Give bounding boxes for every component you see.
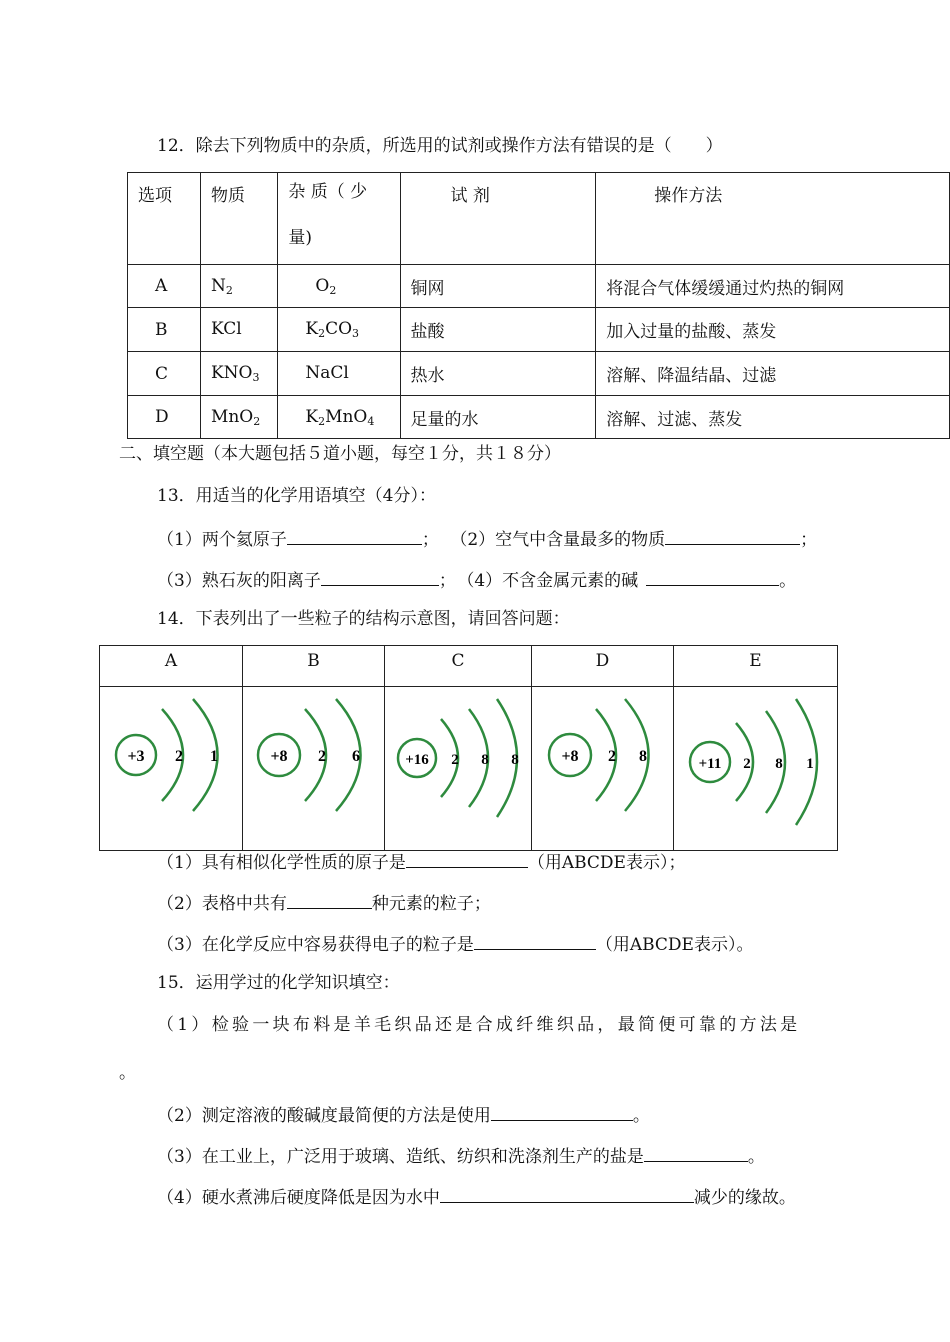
header-option: 选项 xyxy=(128,173,201,265)
answer-blank[interactable] xyxy=(644,1143,748,1162)
q12-stem: 12．除去下列物质中的杂质，所选用的试剂或操作方法有错误的是（ ） xyxy=(157,136,723,156)
row-option: A xyxy=(128,265,201,308)
q13-line2: （3）熟石灰的阳离子 ； （4）不含金属元素的碱 。 xyxy=(157,567,796,592)
nucleus-charge: +8 xyxy=(561,748,579,765)
particle-label: A xyxy=(100,646,243,687)
row-option: B xyxy=(128,308,201,352)
shell-count: 8 xyxy=(775,756,783,772)
atom-diagram xyxy=(532,687,673,845)
answer-blank[interactable] xyxy=(474,931,596,950)
row-substance: $KNO_3$ xyxy=(200,352,277,396)
row-substance: MnO$_2$ xyxy=(200,396,277,439)
q15-part4: （4）硬水煮沸后硬度降低是因为水中 减少的缘故。 xyxy=(157,1184,796,1209)
atom-diagram xyxy=(243,687,384,845)
particle-diagram-a xyxy=(100,687,243,851)
particle-diagram-d xyxy=(532,687,674,851)
row-method: 溶解、过滤、蒸发 xyxy=(596,396,950,439)
shell-count: 1 xyxy=(806,756,814,772)
q13-stem: 13．用适当的化学用语填空（4分）： xyxy=(157,486,436,506)
atom-diagram xyxy=(385,687,531,845)
section-heading: 二、填空题（本大题包括５道小题，每空１分，共１８分） xyxy=(119,444,561,464)
particle-label: D xyxy=(532,646,674,687)
nucleus-charge: +8 xyxy=(270,748,288,765)
answer-blank[interactable] xyxy=(440,1184,694,1203)
q15-part2: （2）测定溶液的酸碱度最简便的方法是使用 。 xyxy=(157,1102,650,1127)
nucleus-charge: +11 xyxy=(698,756,722,772)
row-reagent: 热水 xyxy=(400,352,596,396)
answer-blank[interactable] xyxy=(491,1102,633,1121)
q15-stem: 15．运用学过的化学知识填空： xyxy=(157,973,400,993)
nucleus-charge: +3 xyxy=(127,748,145,765)
shell-count: 6 xyxy=(352,748,360,765)
q15-part1: （1）检验一块布料是羊毛织品还是合成纤维织品，最简便可靠的方法是 xyxy=(157,1015,801,1035)
table-row xyxy=(128,396,950,439)
shell-count: 2 xyxy=(175,748,183,765)
row-method: 将混合气体缓缓通过灼热的铜网 xyxy=(596,265,950,308)
row-impurity: $K_2CO_3$ xyxy=(278,308,400,352)
shell-count: 2 xyxy=(743,756,751,772)
shell-count: 1 xyxy=(210,748,218,765)
q15-part1-cont: 。 xyxy=(119,1063,136,1083)
row-reagent: 铜网 xyxy=(400,265,596,308)
table-row xyxy=(128,265,950,308)
particle-diagram-b xyxy=(243,687,385,851)
q13-line1: （1）两个氦原子 ； （2）空气中含量最多的物质 ； xyxy=(157,526,817,551)
shell-count: 8 xyxy=(639,748,647,765)
header-impurity-line2: 量) xyxy=(288,228,313,248)
row-option: D xyxy=(128,396,201,439)
row-impurity: $O_2$ xyxy=(278,265,400,308)
q14-part2: （2）表格中共有 种元素的粒子； xyxy=(157,890,491,915)
shell-count: 8 xyxy=(511,752,519,768)
shell-count: 2 xyxy=(608,748,616,765)
header-reagent: 试 剂 xyxy=(400,173,596,265)
shell-count: 2 xyxy=(318,748,326,765)
q14-part1: （1）具有相似化学性质的原子是 （用ABCDE表示）； xyxy=(157,849,685,874)
header-impurity xyxy=(278,173,400,265)
particle-table xyxy=(99,645,838,851)
row-substance: KCl xyxy=(200,308,277,352)
q15-part3: （3）在工业上，广泛用于玻璃、造纸、纺织和洗涤剂生产的盐是 。 xyxy=(157,1143,765,1168)
answer-blank[interactable] xyxy=(321,567,439,586)
row-impurity: NaCl xyxy=(278,352,400,396)
answer-blank[interactable] xyxy=(287,890,372,909)
row-method: 溶解、降温结晶、过滤 xyxy=(596,352,950,396)
atom-diagram xyxy=(100,687,242,845)
atom-diagram xyxy=(674,687,837,845)
nucleus-charge: +16 xyxy=(405,752,429,768)
answer-blank[interactable] xyxy=(406,849,528,868)
q12-table xyxy=(127,172,950,439)
row-reagent: 盐酸 xyxy=(400,308,596,352)
row-method: 加入过量的盐酸、蒸发 xyxy=(596,308,950,352)
particle-label: C xyxy=(385,646,532,687)
answer-blank[interactable] xyxy=(665,526,800,545)
answer-blank[interactable] xyxy=(646,567,779,586)
row-impurity: $K_2MnO_4$ xyxy=(278,396,400,439)
header-method: 操作方法 xyxy=(596,173,950,265)
row-substance: $N_2$ xyxy=(200,265,277,308)
shell-count: 2 xyxy=(451,752,459,768)
particle-label: B xyxy=(243,646,385,687)
particle-label: E xyxy=(674,646,838,687)
particle-diagram-e xyxy=(674,687,838,851)
shell-count: 8 xyxy=(481,752,489,768)
q14-stem: 14．下表列出了一些粒子的结构示意图，请回答问题： xyxy=(157,609,570,629)
answer-blank[interactable] xyxy=(287,526,422,545)
table-row xyxy=(128,308,950,352)
q14-part3: （3）在化学反应中容易获得电子的粒子是 （用ABCDE表示）。 xyxy=(157,931,753,956)
particle-diagram-c xyxy=(385,687,532,851)
header-impurity-line1: 杂 质（ 少 xyxy=(288,182,368,202)
row-reagent: 足量的水 xyxy=(400,396,596,439)
table-row xyxy=(128,352,950,396)
row-option: C xyxy=(128,352,201,396)
header-substance: 物质 xyxy=(200,173,277,265)
